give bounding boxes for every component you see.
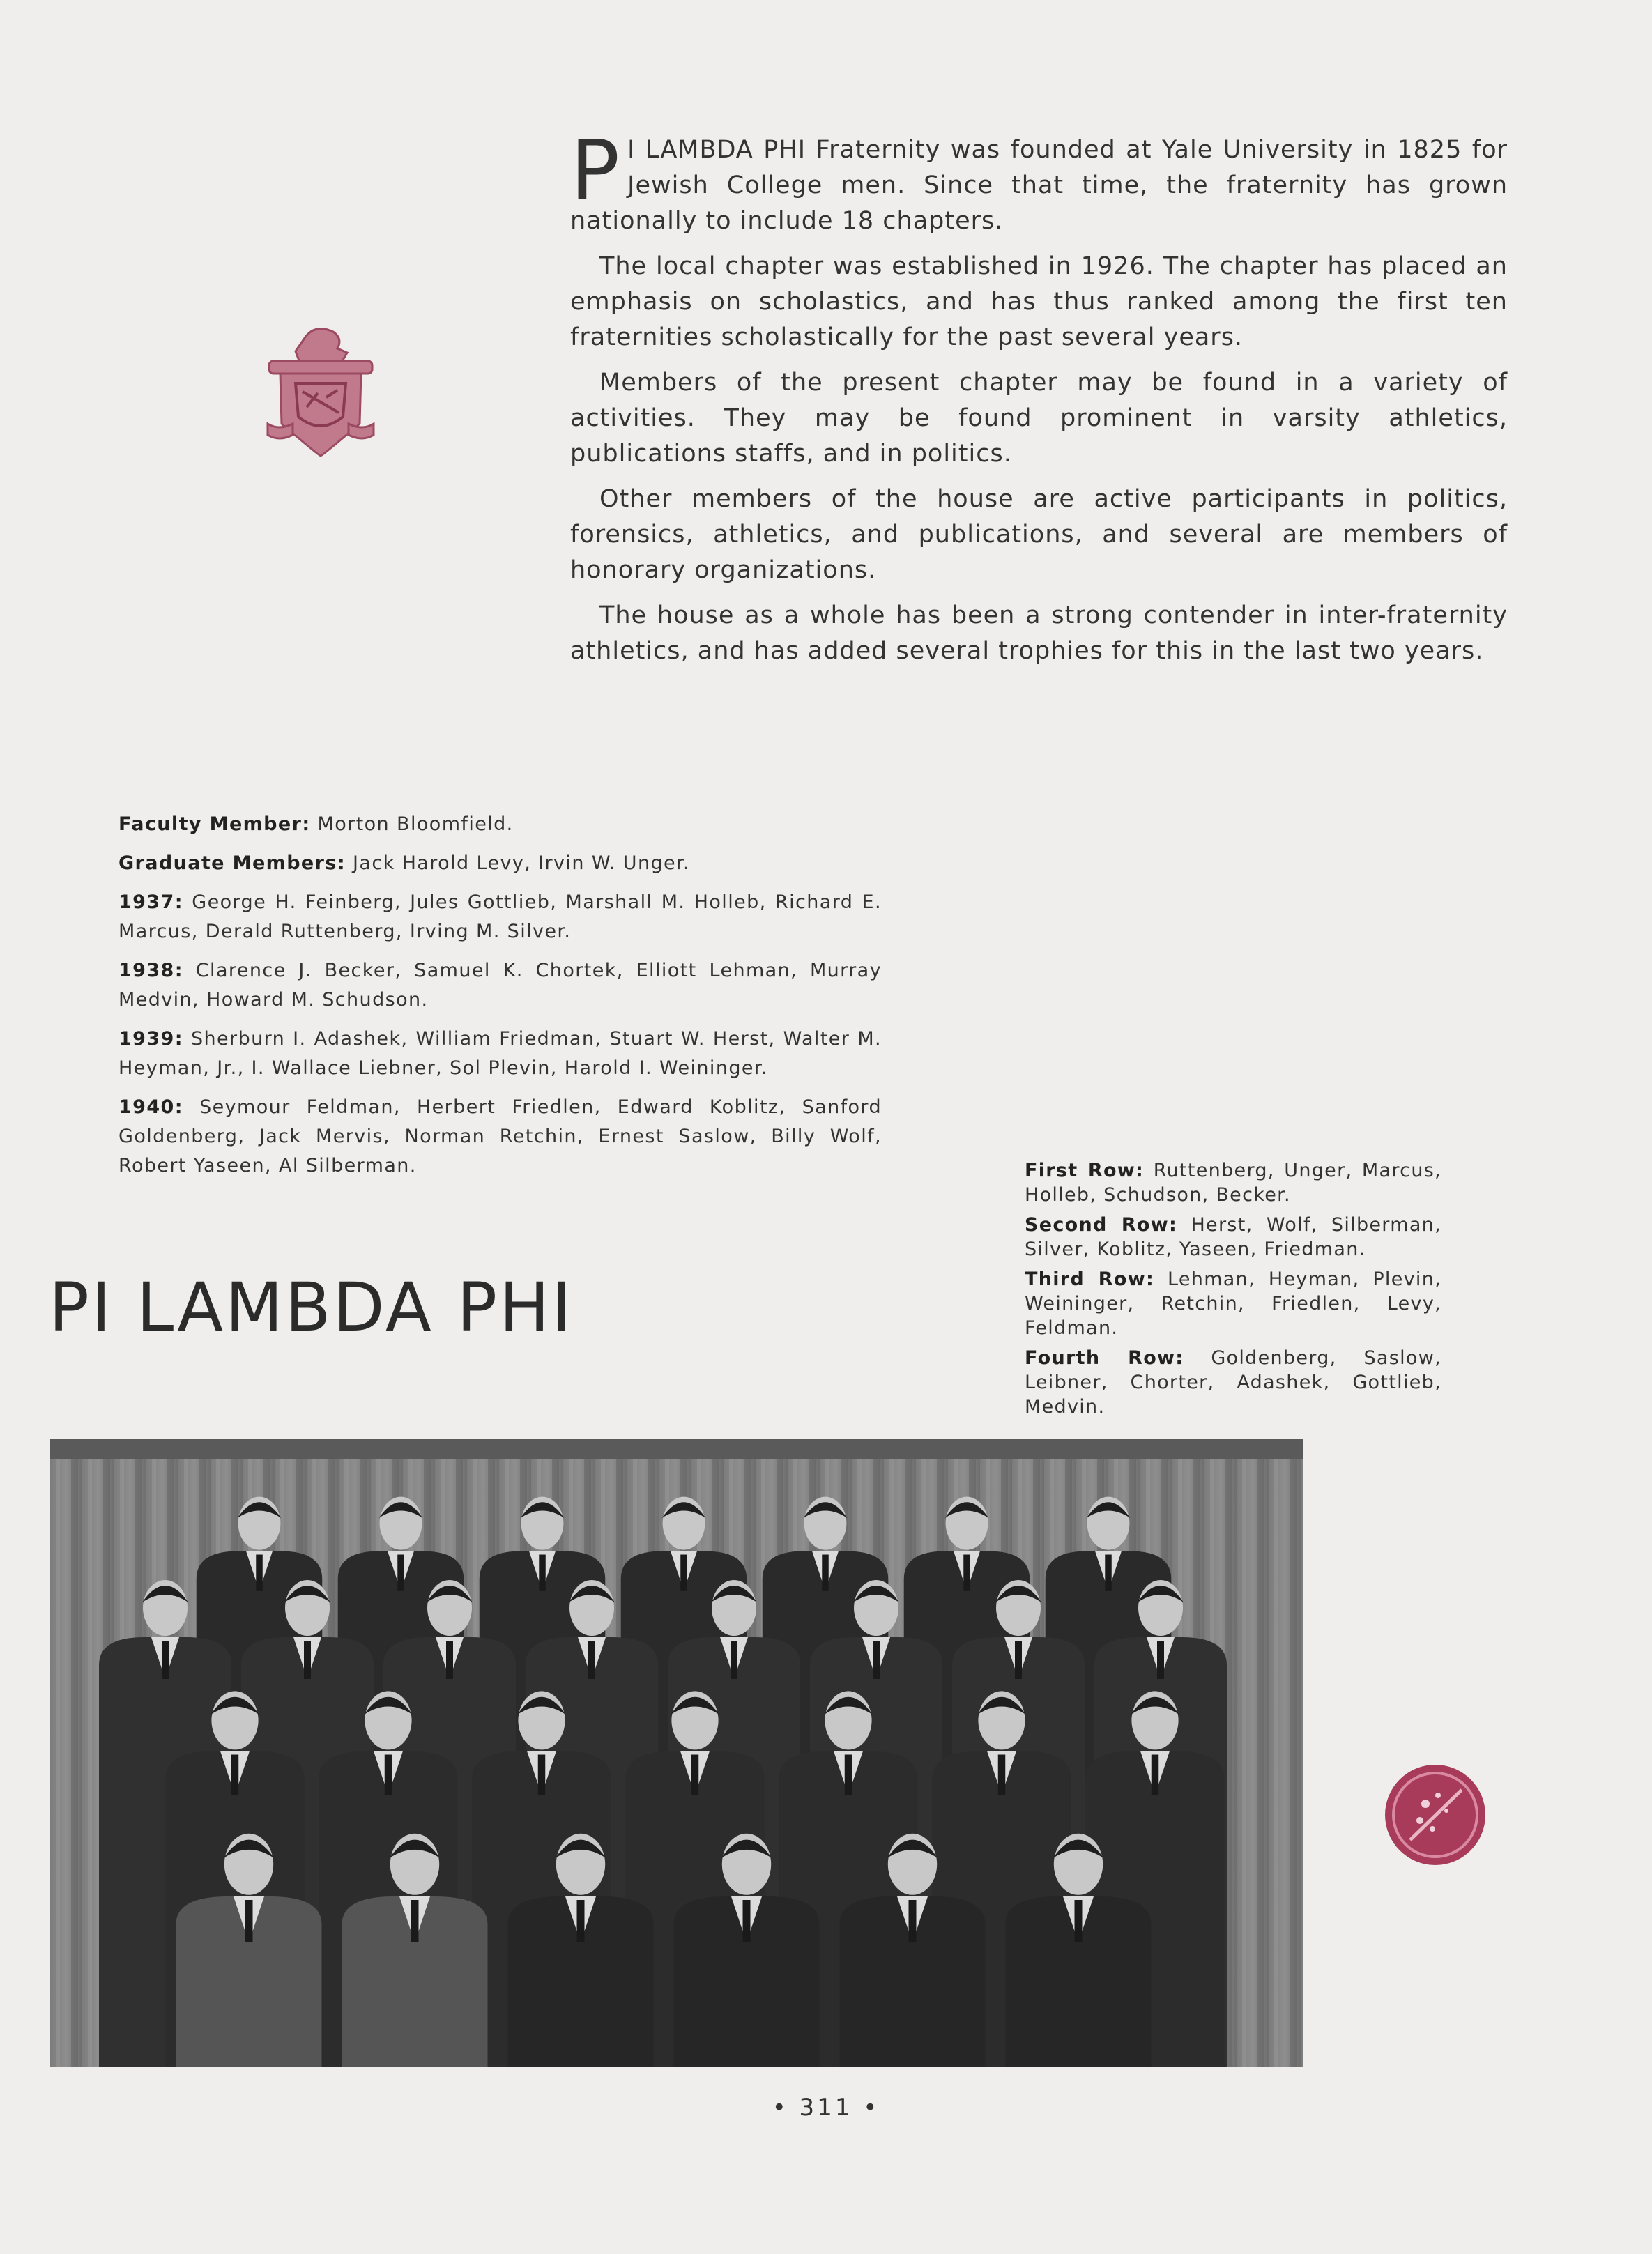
graduate-members: Graduate Members: Jack Harold Levy, Irvin W. Unger. — [118, 852, 691, 874]
intro-paragraph-5: The house as a whole has been a strong contender in inter-fraternity athletics, and has added several trophies for this in the last two years. — [570, 601, 1508, 665]
page-number: • 311 • — [772, 2094, 880, 2122]
fraternity-crest-icon — [265, 319, 376, 459]
member-list — [118, 810, 882, 1190]
class-1939: 1939: Sherburn I. Adashek, William Friedman, Stuart W. Herst, Walter M. Heyman, Jr., I. Wallace Liebner, Sol Plevin, Harold I. Weininger. — [118, 1028, 882, 1079]
class-1937: 1937: George H. Feinberg, Jules Gottlieb, Marshall M. Holleb, Richard E. Marcus, Derald Ruttenberg, Irving M. Silver. — [118, 891, 882, 942]
intro-paragraph-1-text: I LAMBDA PHI Fraternity was founded at Yale University in 1825 for Jewish College men. Since that time, the fraternity has grown nationally to include 18 chapters. — [570, 136, 1508, 235]
intro-paragraph-3: Members of the present chapter may be found in a variety of activities. They may be found prominent in varsity athletics, publications staffs, and in politics. — [570, 369, 1508, 468]
third-row-caption: Third Row: Lehman, Heyman, Plevin, Weininger, Retchin, Friedlen, Levy, Feldman. — [1025, 1268, 1441, 1339]
drop-cap: P — [570, 122, 621, 218]
page-title: PI LAMBDA PHI — [49, 1268, 574, 1347]
fourth-row-caption: Fourth Row: Goldenberg, Saslow, Leibner, Chorter, Adashek, Gottlieb, Medvin. — [1025, 1347, 1441, 1418]
fraternity-seal-icon — [1382, 1762, 1488, 1868]
faculty-members: Faculty Member: Morton Bloomfield. — [118, 813, 514, 835]
photo-caption — [1025, 1158, 1441, 1425]
second-row-caption: Second Row: Herst, Wolf, Silberman, Silver, Koblitz, Yaseen, Friedman. — [1025, 1214, 1441, 1260]
class-1938: 1938: Clarence J. Becker, Samuel K. Chortek, Elliott Lehman, Murray Medvin, Howard M. Schudson. — [118, 960, 882, 1011]
first-row-caption: First Row: Ruttenberg, Unger, Marcus, Holleb, Schudson, Becker. — [1025, 1160, 1441, 1206]
intro-paragraph-1 — [570, 122, 1508, 239]
intro-paragraph-2: The local chapter was established in 1926. The chapter has placed an emphasis on scholastics, and has thus ranked among the first ten fraternities scholastically for the past several years. — [570, 252, 1508, 351]
class-1940: 1940: Seymour Feldman, Herbert Friedlen, Edward Koblitz, Sanford Goldenberg, Jack Mervis, Norman Retchin, Ernest Saslow, Billy Wolf, Robert Yaseen, Al Silberman. — [118, 1096, 882, 1176]
intro-paragraph-4: Other members of the house are active participants in politics, forensics, athletics, and publications, and several are members of honorary organizations. — [570, 485, 1508, 584]
intro-text — [570, 122, 1508, 679]
group-photo — [50, 1439, 1303, 2067]
